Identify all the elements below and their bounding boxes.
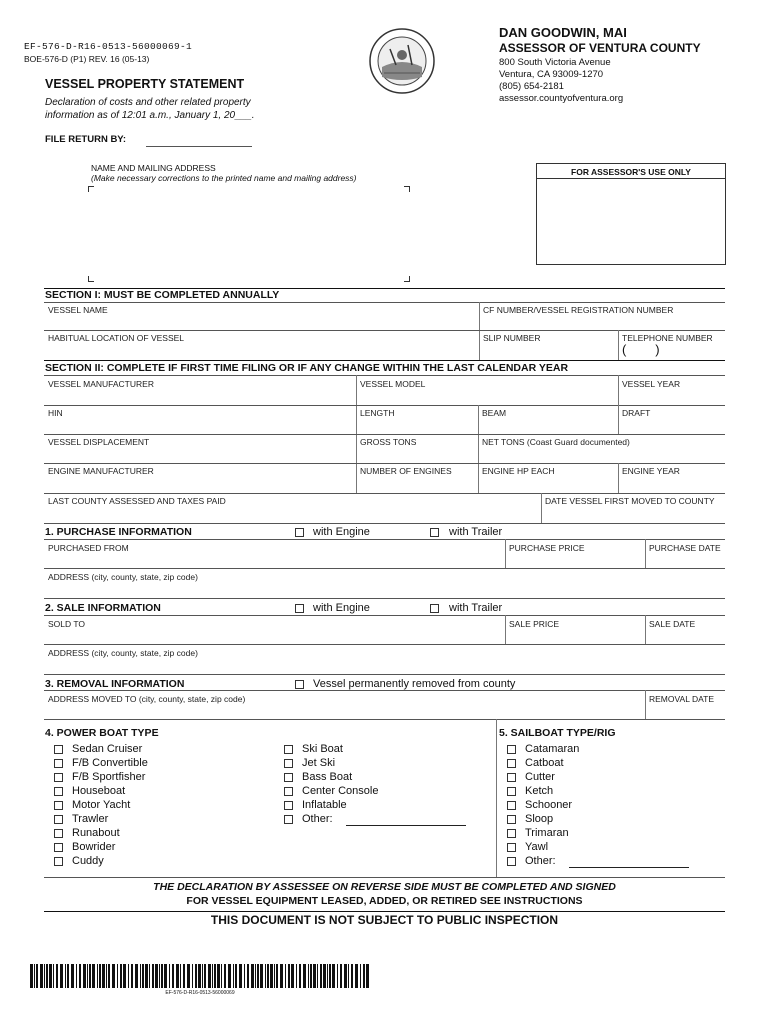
power-boat-option-checkbox[interactable] xyxy=(54,787,63,796)
sale-trailer-label: with Trailer xyxy=(449,602,503,614)
barcode-bar xyxy=(310,964,312,988)
power-boat-option-checkbox[interactable] xyxy=(54,829,63,838)
barcode-bar xyxy=(187,964,190,988)
barcode-bar xyxy=(140,964,141,988)
barcode-bar xyxy=(202,964,203,988)
barcode-bar xyxy=(228,964,231,988)
purchase-engine-label: with Engine xyxy=(313,526,370,538)
sale-trailer-checkbox[interactable] xyxy=(430,604,439,613)
power-boat-option-label: Sedan Cruiser xyxy=(72,743,143,755)
engine-manufacturer-field[interactable]: ENGINE MANUFACTURER xyxy=(48,466,154,476)
barcode-bar xyxy=(212,964,213,988)
sailboat-option-label: Catboat xyxy=(525,757,564,769)
sailboat-option-label: Trimaran xyxy=(525,827,569,839)
barcode-bar xyxy=(142,964,144,988)
power-boat-option-checkbox[interactable] xyxy=(284,773,293,782)
barcode-caption: EF-576-D-R16-0513-56000069 xyxy=(165,990,235,996)
barcode-bar xyxy=(366,964,369,988)
length-field[interactable]: LENGTH xyxy=(360,408,395,418)
barcode-bar xyxy=(214,964,216,988)
power-other-line[interactable] xyxy=(346,825,466,826)
habitual-location-field[interactable]: HABITUAL LOCATION OF VESSEL xyxy=(48,333,185,343)
purchase-engine-checkbox[interactable] xyxy=(295,528,304,537)
power-boat-option-label: F/B Convertible xyxy=(72,757,148,769)
barcode-bar xyxy=(265,964,266,988)
sailboat-option-label: Yawl xyxy=(525,841,549,853)
barcode-bar xyxy=(195,964,197,988)
vessel-model-field[interactable]: VESSEL MODEL xyxy=(360,379,426,389)
sailboat-option-label: Other: xyxy=(525,855,556,867)
barcode-bar xyxy=(145,964,148,988)
barcode-bar xyxy=(89,964,91,988)
power-boat-option-checkbox[interactable] xyxy=(54,857,63,866)
barcode-bar xyxy=(99,964,101,988)
barcode-bar xyxy=(79,964,81,988)
sailboat-option-checkbox[interactable] xyxy=(507,745,516,754)
sailboat-option-checkbox[interactable] xyxy=(507,857,516,866)
barcode-bar xyxy=(176,964,179,988)
vessel-name-field[interactable]: VESSEL NAME xyxy=(48,305,108,315)
assessor-website: assessor.countyofventura.org xyxy=(499,93,624,104)
barcode-bar xyxy=(323,964,326,988)
barcode-bar xyxy=(340,964,342,988)
barcode-bar xyxy=(34,964,35,988)
power-boat-option-checkbox[interactable] xyxy=(54,801,63,810)
barcode-bar xyxy=(255,964,256,988)
sailboat-option-checkbox[interactable] xyxy=(507,815,516,824)
displacement-field[interactable]: VESSEL DISPLACEMENT xyxy=(48,437,150,447)
barcode-bar xyxy=(363,964,365,988)
barcode-bar xyxy=(192,964,193,988)
sailboat-option-checkbox[interactable] xyxy=(507,801,516,810)
section1-title: SECTION I: MUST BE COMPLETED ANNUALLY xyxy=(45,289,280,301)
power-boat-option-checkbox[interactable] xyxy=(54,843,63,852)
barcode-bar xyxy=(217,964,220,988)
barcode-bar xyxy=(280,964,283,988)
barcode-bar xyxy=(260,964,263,988)
section2-title: SECTION II: COMPLETE IF FIRST TIME FILING OR IF ANY CHANGE WITHIN THE LAST CALENDAR YEAR xyxy=(45,362,569,374)
power-boat-option-label: Ski Boat xyxy=(302,743,343,755)
barcode-bar xyxy=(60,964,63,988)
power-boat-option-label: Motor Yacht xyxy=(72,799,131,811)
power-boat-option-checkbox[interactable] xyxy=(284,759,293,768)
power-boat-option-label: Cuddy xyxy=(72,855,104,867)
beam-field[interactable]: BEAM xyxy=(482,408,507,418)
sale-date-field[interactable]: SALE DATE xyxy=(649,619,696,629)
sale-title: 2. SALE INFORMATION xyxy=(45,602,161,614)
name-address-note: (Make necessary corrections to the printed name and mailing address) xyxy=(91,173,357,183)
barcode-bar xyxy=(257,964,259,988)
barcode-bar xyxy=(30,964,33,988)
barcode-bar xyxy=(36,964,38,988)
assessor-use-label: FOR ASSESSOR'S USE ONLY xyxy=(537,164,725,179)
barcode-bar xyxy=(172,964,174,988)
sale-price-field[interactable]: SALE PRICE xyxy=(509,619,560,629)
barcode-bar xyxy=(208,964,211,988)
power-boat-option-label: F/B Sportfisher xyxy=(72,771,146,783)
barcode-bar xyxy=(164,964,167,988)
barcode-bar xyxy=(329,964,331,988)
removal-label: Vessel permanently removed from county xyxy=(313,678,516,690)
assessor-phone: (805) 654-2181 xyxy=(499,81,564,92)
barcode-bar xyxy=(123,964,126,988)
power-boat-option-label: Trawler xyxy=(72,813,109,825)
sailboat-option-label: Sloop xyxy=(525,813,554,825)
sailboat-title: 5. SAILBOAT TYPE/RIG xyxy=(499,727,616,739)
barcode-bar xyxy=(180,964,181,988)
cf-number-field[interactable]: CF NUMBER/VESSEL REGISTRATION NUMBER xyxy=(483,305,674,315)
barcode-bar xyxy=(120,964,122,988)
barcode-bar xyxy=(344,964,347,988)
barcode-bar xyxy=(102,964,105,988)
barcode-bar xyxy=(92,964,95,988)
barcode-bar xyxy=(128,964,129,988)
vessel-year-field[interactable]: VESSEL YEAR xyxy=(622,379,681,389)
sale-engine-label: with Engine xyxy=(313,602,370,614)
purchase-date-field[interactable]: PURCHASE DATE xyxy=(649,543,721,553)
power-boat-option-label: Inflatable xyxy=(302,799,347,811)
sailboat-option-checkbox[interactable] xyxy=(507,773,516,782)
file-return-label: FILE RETURN BY: xyxy=(45,134,127,145)
sailboat-option-label: Cutter xyxy=(525,771,555,783)
form-revision: BOE-576-D (P1) REV. 16 (05-13) xyxy=(24,54,150,64)
assessor-city: Ventura, CA 93009-1270 xyxy=(499,69,604,80)
power-boat-option-checkbox[interactable] xyxy=(284,801,293,810)
draft-field[interactable]: DRAFT xyxy=(622,408,651,418)
assessor-name: DAN GOODWIN, MAI xyxy=(499,25,627,40)
barcode-bar xyxy=(308,964,309,988)
barcode-bar xyxy=(337,964,338,988)
sale-engine-checkbox[interactable] xyxy=(295,604,304,613)
barcode-bar xyxy=(224,964,226,988)
date-moved-field[interactable]: DATE VESSEL FIRST MOVED TO COUNTY xyxy=(545,496,715,506)
assessor-street: 800 South Victoria Avenue xyxy=(499,57,611,68)
purchase-trailer-label: with Trailer xyxy=(449,526,503,538)
barcode-bar xyxy=(108,964,110,988)
barcode-bar xyxy=(152,964,154,988)
barcode-bar xyxy=(244,964,245,988)
removal-date-field[interactable]: REMOVAL DATE xyxy=(649,694,715,704)
power-boat-option-label: Other: xyxy=(302,813,333,825)
gross-tons-field[interactable]: GROSS TONS xyxy=(360,437,417,447)
form-code: EF-576-D-R16-0513-56000069-1 xyxy=(24,41,193,52)
telephone-area-code[interactable]: ( ) xyxy=(622,342,660,357)
power-boat-option-label: Center Console xyxy=(302,785,379,797)
barcode-bar xyxy=(351,964,353,988)
barcode-bar xyxy=(235,964,237,988)
barcode-bar xyxy=(169,964,170,988)
barcode-bar xyxy=(67,964,69,988)
purchase-trailer-checkbox[interactable] xyxy=(430,528,439,537)
barcode-bar xyxy=(233,964,234,988)
barcode-bar xyxy=(131,964,133,988)
address-window[interactable] xyxy=(88,186,410,282)
power-boat-option-label: Runabout xyxy=(72,827,120,839)
barcode-bar xyxy=(40,964,43,988)
barcode xyxy=(30,964,370,988)
barcode-bar xyxy=(155,964,158,988)
power-boat-option-checkbox[interactable] xyxy=(54,759,63,768)
barcode-bar xyxy=(46,964,48,988)
removal-title: 3. REMOVAL INFORMATION xyxy=(45,678,185,690)
page-title: VESSEL PROPERTY STATEMENT xyxy=(45,77,245,91)
power-boat-option-label: Bowrider xyxy=(72,841,116,853)
subtitle-line2: information as of 12:01 a.m., January 1, 20___. xyxy=(45,110,255,121)
barcode-bar xyxy=(159,964,160,988)
barcode-bar xyxy=(87,964,88,988)
name-address-label: NAME AND MAILING ADDRESS xyxy=(91,163,216,173)
barcode-bar xyxy=(327,964,328,988)
barcode-bar xyxy=(135,964,138,988)
barcode-bar xyxy=(76,964,77,988)
sail-other-line[interactable] xyxy=(569,867,689,868)
purchase-price-field[interactable]: PURCHASE PRICE xyxy=(509,543,585,553)
barcode-bar xyxy=(247,964,249,988)
assessor-use-box xyxy=(536,163,726,265)
barcode-bar xyxy=(317,964,318,988)
purchase-address-field[interactable]: ADDRESS (city, county, state, zip code) xyxy=(48,572,198,582)
barcode-bar xyxy=(348,964,349,988)
declaration-notice: THE DECLARATION BY ASSESSEE ON REVERSE SIDE MUST BE COMPLETED AND SIGNED xyxy=(153,881,616,893)
barcode-bar xyxy=(276,964,278,988)
barcode-bar xyxy=(183,964,185,988)
power-boat-option-label: Bass Boat xyxy=(302,771,353,783)
removal-address-field[interactable]: ADDRESS MOVED TO (city, county, state, zip code) xyxy=(48,694,246,704)
barcode-bar xyxy=(97,964,98,988)
power-boat-option-checkbox[interactable] xyxy=(54,745,63,754)
net-tons-field[interactable]: NET TONS (Coast Guard documented) xyxy=(482,437,630,447)
sailboat-option-label: Schooner xyxy=(525,799,573,811)
power-boat-option-checkbox[interactable] xyxy=(284,787,293,796)
sailboat-option-label: Catamaran xyxy=(525,743,580,755)
slip-number-field[interactable]: SLIP NUMBER xyxy=(483,333,541,343)
barcode-bar xyxy=(288,964,290,988)
vessel-manufacturer-field[interactable]: VESSEL MANUFACTURER xyxy=(48,379,154,389)
file-return-line[interactable] xyxy=(146,146,252,147)
instructions-notice: FOR VESSEL EQUIPMENT LEASED, ADDED, OR RETIRED SEE INSTRUCTIONS xyxy=(186,895,583,907)
power-boat-option-label: Jet Ski xyxy=(302,757,336,769)
barcode-bar xyxy=(360,964,361,988)
barcode-bar xyxy=(285,964,286,988)
barcode-bar xyxy=(71,964,74,988)
power-boat-option-checkbox[interactable] xyxy=(54,815,63,824)
county-seal xyxy=(368,27,436,95)
barcode-bar xyxy=(83,964,86,988)
barcode-bar xyxy=(320,964,322,988)
barcode-bar xyxy=(44,964,45,988)
barcode-bar xyxy=(56,964,58,988)
power-boat-option-checkbox[interactable] xyxy=(284,815,293,824)
power-boat-title: 4. POWER BOAT TYPE xyxy=(45,727,159,739)
subtitle-line1: Declaration of costs and other related property xyxy=(45,97,251,108)
barcode-bar xyxy=(221,964,222,988)
assessor-office: ASSESSOR OF VENTURA COUNTY xyxy=(499,41,701,55)
barcode-bar xyxy=(267,964,269,988)
sailboat-option-checkbox[interactable] xyxy=(507,787,516,796)
sale-address-field[interactable]: ADDRESS (city, county, state, zip code) xyxy=(48,648,198,658)
barcode-bar xyxy=(270,964,273,988)
barcode-bar xyxy=(299,964,301,988)
number-of-engines-field[interactable]: NUMBER OF ENGINES xyxy=(360,466,452,476)
barcode-bar xyxy=(332,964,335,988)
barcode-bar xyxy=(112,964,115,988)
barcode-bar xyxy=(204,964,206,988)
power-boat-option-checkbox[interactable] xyxy=(54,773,63,782)
engine-hp-field[interactable]: ENGINE HP EACH xyxy=(482,466,555,476)
barcode-bar xyxy=(161,964,163,988)
barcode-bar xyxy=(274,964,275,988)
barcode-bar xyxy=(291,964,294,988)
purchase-title: 1. PURCHASE INFORMATION xyxy=(45,526,192,538)
engine-year-field[interactable]: ENGINE YEAR xyxy=(622,466,680,476)
barcode-bar xyxy=(355,964,358,988)
barcode-bar xyxy=(303,964,306,988)
sailboat-option-checkbox[interactable] xyxy=(507,843,516,852)
removal-checkbox[interactable] xyxy=(295,680,304,689)
barcode-bar xyxy=(239,964,242,988)
last-county-field[interactable]: LAST COUNTY ASSESSED AND TAXES PAID xyxy=(48,496,226,506)
power-boat-option-label: Houseboat xyxy=(72,785,126,797)
sold-to-field[interactable]: SOLD TO xyxy=(48,619,86,629)
barcode-bar xyxy=(251,964,254,988)
barcode-bar xyxy=(53,964,54,988)
hin-field[interactable]: HIN xyxy=(48,408,63,418)
barcode-bar xyxy=(117,964,118,988)
barcode-bar xyxy=(313,964,316,988)
barcode-bar xyxy=(296,964,297,988)
barcode-bar xyxy=(65,964,66,988)
sailboat-option-checkbox[interactable] xyxy=(507,829,516,838)
not-public-notice: THIS DOCUMENT IS NOT SUBJECT TO PUBLIC INSPECTION xyxy=(210,913,559,927)
sailboat-option-checkbox[interactable] xyxy=(507,759,516,768)
barcode-bar xyxy=(49,964,52,988)
barcode-bar xyxy=(149,964,150,988)
power-boat-option-checkbox[interactable] xyxy=(284,745,293,754)
barcode-bar xyxy=(198,964,201,988)
telephone-field[interactable]: TELEPHONE NUMBER xyxy=(622,333,713,343)
purchased-from-field[interactable]: PURCHASED FROM xyxy=(48,543,129,553)
sailboat-option-label: Ketch xyxy=(525,785,554,797)
barcode-bar xyxy=(106,964,107,988)
